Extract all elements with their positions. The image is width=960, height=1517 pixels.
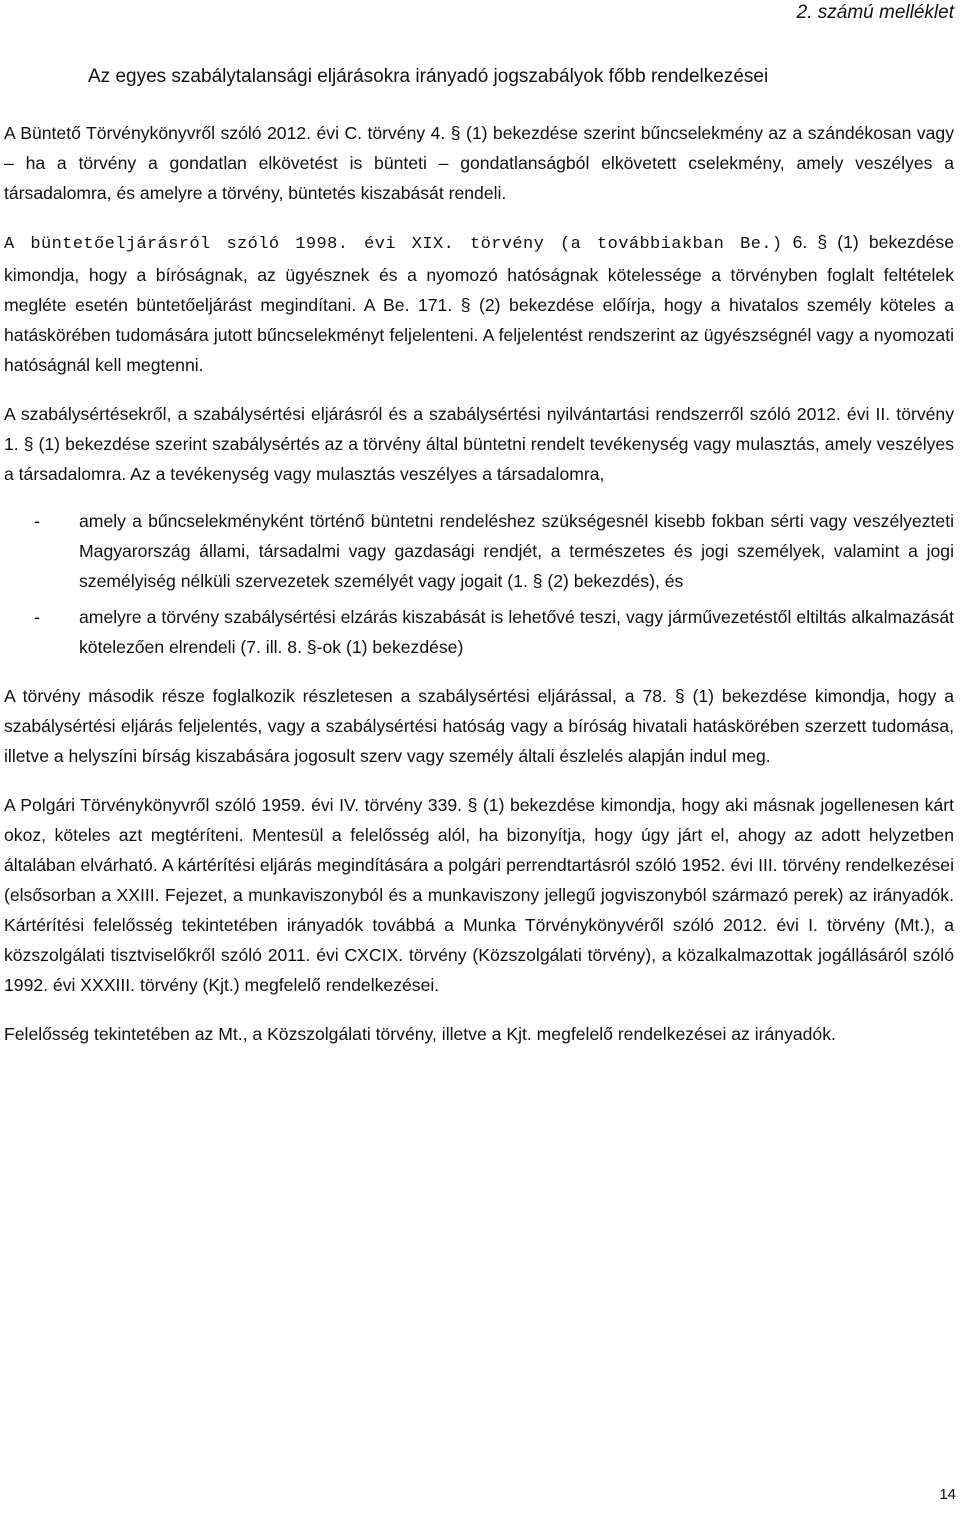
list-item <box>4 602 954 662</box>
paragraph-misdemeanour-procedure: A törvény második része foglalkozik részletesen a szabálysértési eljárással, a 78. § (1) bekezdése kimondja, hogy a szabálysértési eljárás feljelentés, vagy a szabálysértési hatóság vagy a bíróság hivatali hatáskörében szerzett tudomása, illetve a helyszíni bírság kiszabására jogosult szerv vagy személy általi észlelés alapján indul meg. <box>4 686 954 766</box>
list-item <box>4 506 954 596</box>
paragraph-criminal-procedure <box>4 227 954 380</box>
paragraph-misdemeanour-act: A szabálysértésekről, a szabálysértési eljárásról és a szabálysértési nyilvántartási rendszerről szóló 2012. évi II. törvény 1. § (1) bekezdése szerint szabálysértés az a törvény által büntetni rendelt tevékenység vagy mulasztás, amely veszélyes a társadalomra. Az a tevékenység vagy mulasztás veszélyes a társadalomra, <box>4 404 954 484</box>
paragraph-criminal-code: A Büntető Törvénykönyvről szóló 2012. évi C. törvény 4. § (1) bekezdése szerint bűncselekmény az a szándékosan vagy – ha a törvény a gondatlan elkövetést is bünteti – gondatlanságból elkövetett cselekmény, amely veszélyes a társadalomra, és amelyre a törvény, büntetés kiszabását rendeli. <box>4 123 954 203</box>
page-number: 14 <box>939 1486 956 1503</box>
paragraph-civil-code: A Polgári Törvénykönyvről szóló 1959. évi IV. törvény 339. § (1) bekezdése kimondja, hogy aki másnak jogellenesen kárt okoz, köteles azt megtéríteni. Mentesül a felelősség alól, ha bizonyítja, hogy úgy járt el, ahogy az adott helyzetben általában elvárható. A kártérítési eljárás megindítására a polgári perrendtartásról szóló 1952. évi III. törvény rendelkezései (elsősorban a XXIII. Fejezet, a munkaviszonyból és a munkaviszony jellegű jogviszonyból származó perek) az irányadók. Kártérítési felelősség tekintetében irányadók továbbá a Munka Törvénykönyvéről szóló 2012. évi I. törvény (Mt.), a közszolgálati tisztviselőkről szóló 2011. évi CXCIX. törvény (Közszolgálati törvény), a közalkalmazottak jogállásáról szóló 1992. évi XXXIII. törvény (Kjt.) megfelelő rendelkezései. <box>4 795 954 995</box>
list-dash: - <box>34 511 40 531</box>
paragraph-liability: Felelősség tekintetében az Mt., a Közszolgálati törvény, illetve a Kjt. megfelelő rendelkezései az irányadók. <box>4 1024 836 1044</box>
misdemeanour-conditions-list <box>4 506 954 662</box>
document-title: Az egyes szabálytalansági eljárásokra irányadó jogszabályok főbb rendelkezései <box>88 66 769 87</box>
document-body <box>4 118 954 1068</box>
list-item-text: amelyre a törvény szabálysértési elzárás kiszabását is lehetővé teszi, vagy járművezetéstől eltiltás alkalmazását kötelezően elrendeli (7. ill. 8. §-ok (1) bekezdése) <box>79 607 954 657</box>
paragraph-criminal-procedure-lead: A büntetőeljárásról szóló 1998. évi XIX. törvény (a továbbiakban Be.) <box>4 235 783 254</box>
paragraph-criminal-procedure-rest: 6. § (1) bekezdése kimondja, hogy a bíróságnak, az ügyésznek és a nyomozó hatóságnak kötelessége a törvényben foglalt feltételek megléte esetén büntetőeljárást megindítani. A Be. 171. § (2) bekezdése előírja, hogy a hivatalos személy köteles a hatáskörében tudomására jutott bűncselekményt feljelenteni. A feljelentést rendszerint az ügyészségnél vagy a nyomozati hatóságnál kell megtenni. <box>4 232 954 375</box>
list-dash: - <box>34 607 40 627</box>
annex-label: 2. számú melléklet <box>796 2 954 23</box>
list-item-text: amely a bűncselekményként történő büntetni rendeléshez szükségesnél kisebb fokban sérti vagy veszélyezteti Magyarország állami, társadalmi vagy gazdasági rendjét, a természetes és jogi személyek, valamint a jogi személyiség nélküli szervezetek személyét vagy jogait (1. § (2) bekezdés), és <box>79 511 954 591</box>
